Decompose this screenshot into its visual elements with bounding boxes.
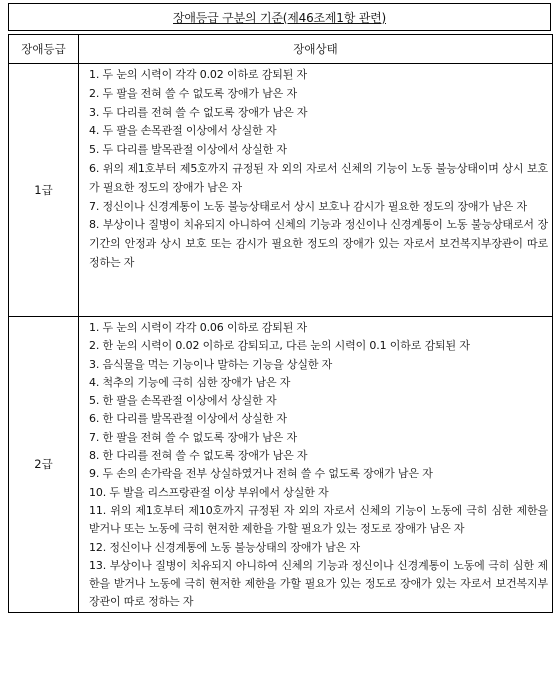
list-item: 10. 두 발을 리스프랑관절 이상 부위에서 상실한 자 xyxy=(89,485,329,499)
list-item: 7. 한 팔을 전혀 쓸 수 없도록 장애가 남은 자 xyxy=(89,430,297,444)
condition-cell xyxy=(79,317,553,613)
list-item: 5. 두 다리를 발목관절 이상에서 상실한 자 xyxy=(89,143,287,157)
table-row-grade-1 xyxy=(9,64,553,317)
list-item: 2. 두 팔을 전혀 쓸 수 없도록 장애가 남은 자 xyxy=(89,86,297,100)
list-item: 6. 한 다리를 발목관절 이상에서 상실한 자 xyxy=(89,412,287,426)
list-item: 8. 부상이나 질병이 치유되지 아니하여 신체의 기능과 정신이나 신경계통이 노동 불능상태로서 장기간의 안정과 상시 보호 또는 감시가 필요한 정도의 장애가 있는 자로서 보건복지부장관이 따로 정하는 자 xyxy=(89,218,548,269)
list-item: 1. 두 눈의 시력이 각각 0.02 이하로 감퇴된 자 xyxy=(89,68,307,81)
list-item: 3. 음식물을 먹는 기능이나 말하는 기능을 상실한 자 xyxy=(89,357,333,371)
title-box xyxy=(8,3,551,31)
list-item: 4. 척추의 기능에 극히 심한 장애가 남은 자 xyxy=(89,375,291,389)
list-item: 3. 두 다리를 전혀 쓸 수 없도록 장애가 남은 자 xyxy=(89,105,308,119)
table-row-grade-2 xyxy=(9,317,553,613)
list-item: 1. 두 눈의 시력이 각각 0.06 이하로 감퇴된 자 xyxy=(89,321,307,334)
table-header-row xyxy=(9,35,553,64)
list-item: 5. 한 팔을 손목관절 이상에서 상실한 자 xyxy=(89,394,277,408)
list-item: 6. 위의 제1호부터 제5호까지 규정된 자 외의 자로서 신체의 기능이 노동 불능상태이며 상시 보호가 필요한 정도의 장애가 남은 자 xyxy=(89,161,548,194)
grade-cell: 2급 xyxy=(9,317,79,613)
list-item: 7. 정신이나 신경계통이 노동 불능상태로서 상시 보호나 감시가 필요한 정도의 장애가 남은 자 xyxy=(89,199,527,213)
grade-cell: 1급 xyxy=(9,64,79,317)
list-item: 9. 두 손의 손가락을 전부 상실하였거나 전혀 쓸 수 없도록 장애가 남은 자 xyxy=(89,467,433,481)
condition-list xyxy=(89,319,548,612)
list-item: 8. 한 다리를 전혀 쓸 수 없도록 장애가 남은 자 xyxy=(89,449,308,463)
list-item: 12. 정신이나 신경계통에 노동 불능상태의 장애가 남은 자 xyxy=(89,540,360,554)
condition-list xyxy=(89,66,548,273)
list-item: 11. 위의 제1호부터 제10호까지 규정된 자 외의 자로서 신체의 기능이 노동에 극히 심한 제한을 받거나 또는 노동에 극히 현저한 제한을 가할 필요가 있는 정도로 장애가 남은 자 xyxy=(89,503,548,536)
page-title: 장애등급 구분의 기준(제46조제1항 관련) xyxy=(173,10,386,25)
header-condition: 장애상태 xyxy=(79,35,553,64)
list-item: 13. 부상이나 질병이 치유되지 아니하여 신체의 기능과 정신이나 신경계통이 노동에 극히 심한 제한을 받거나 노동에 극히 현저한 제한을 가할 필요가 있는 정도로 장애가 있는 자로서 보건복지부장관이 따로 정하는 자 xyxy=(89,558,548,609)
disability-grade-table xyxy=(8,34,553,613)
list-item: 2. 한 눈의 시력이 0.02 이하로 감퇴되고, 다른 눈의 시력이 0.1 이하로 감퇴된 자 xyxy=(89,339,470,353)
condition-cell xyxy=(79,64,553,317)
header-grade: 장애등급 xyxy=(9,35,79,64)
list-item: 4. 두 팔을 손목관절 이상에서 상실한 자 xyxy=(89,124,277,138)
